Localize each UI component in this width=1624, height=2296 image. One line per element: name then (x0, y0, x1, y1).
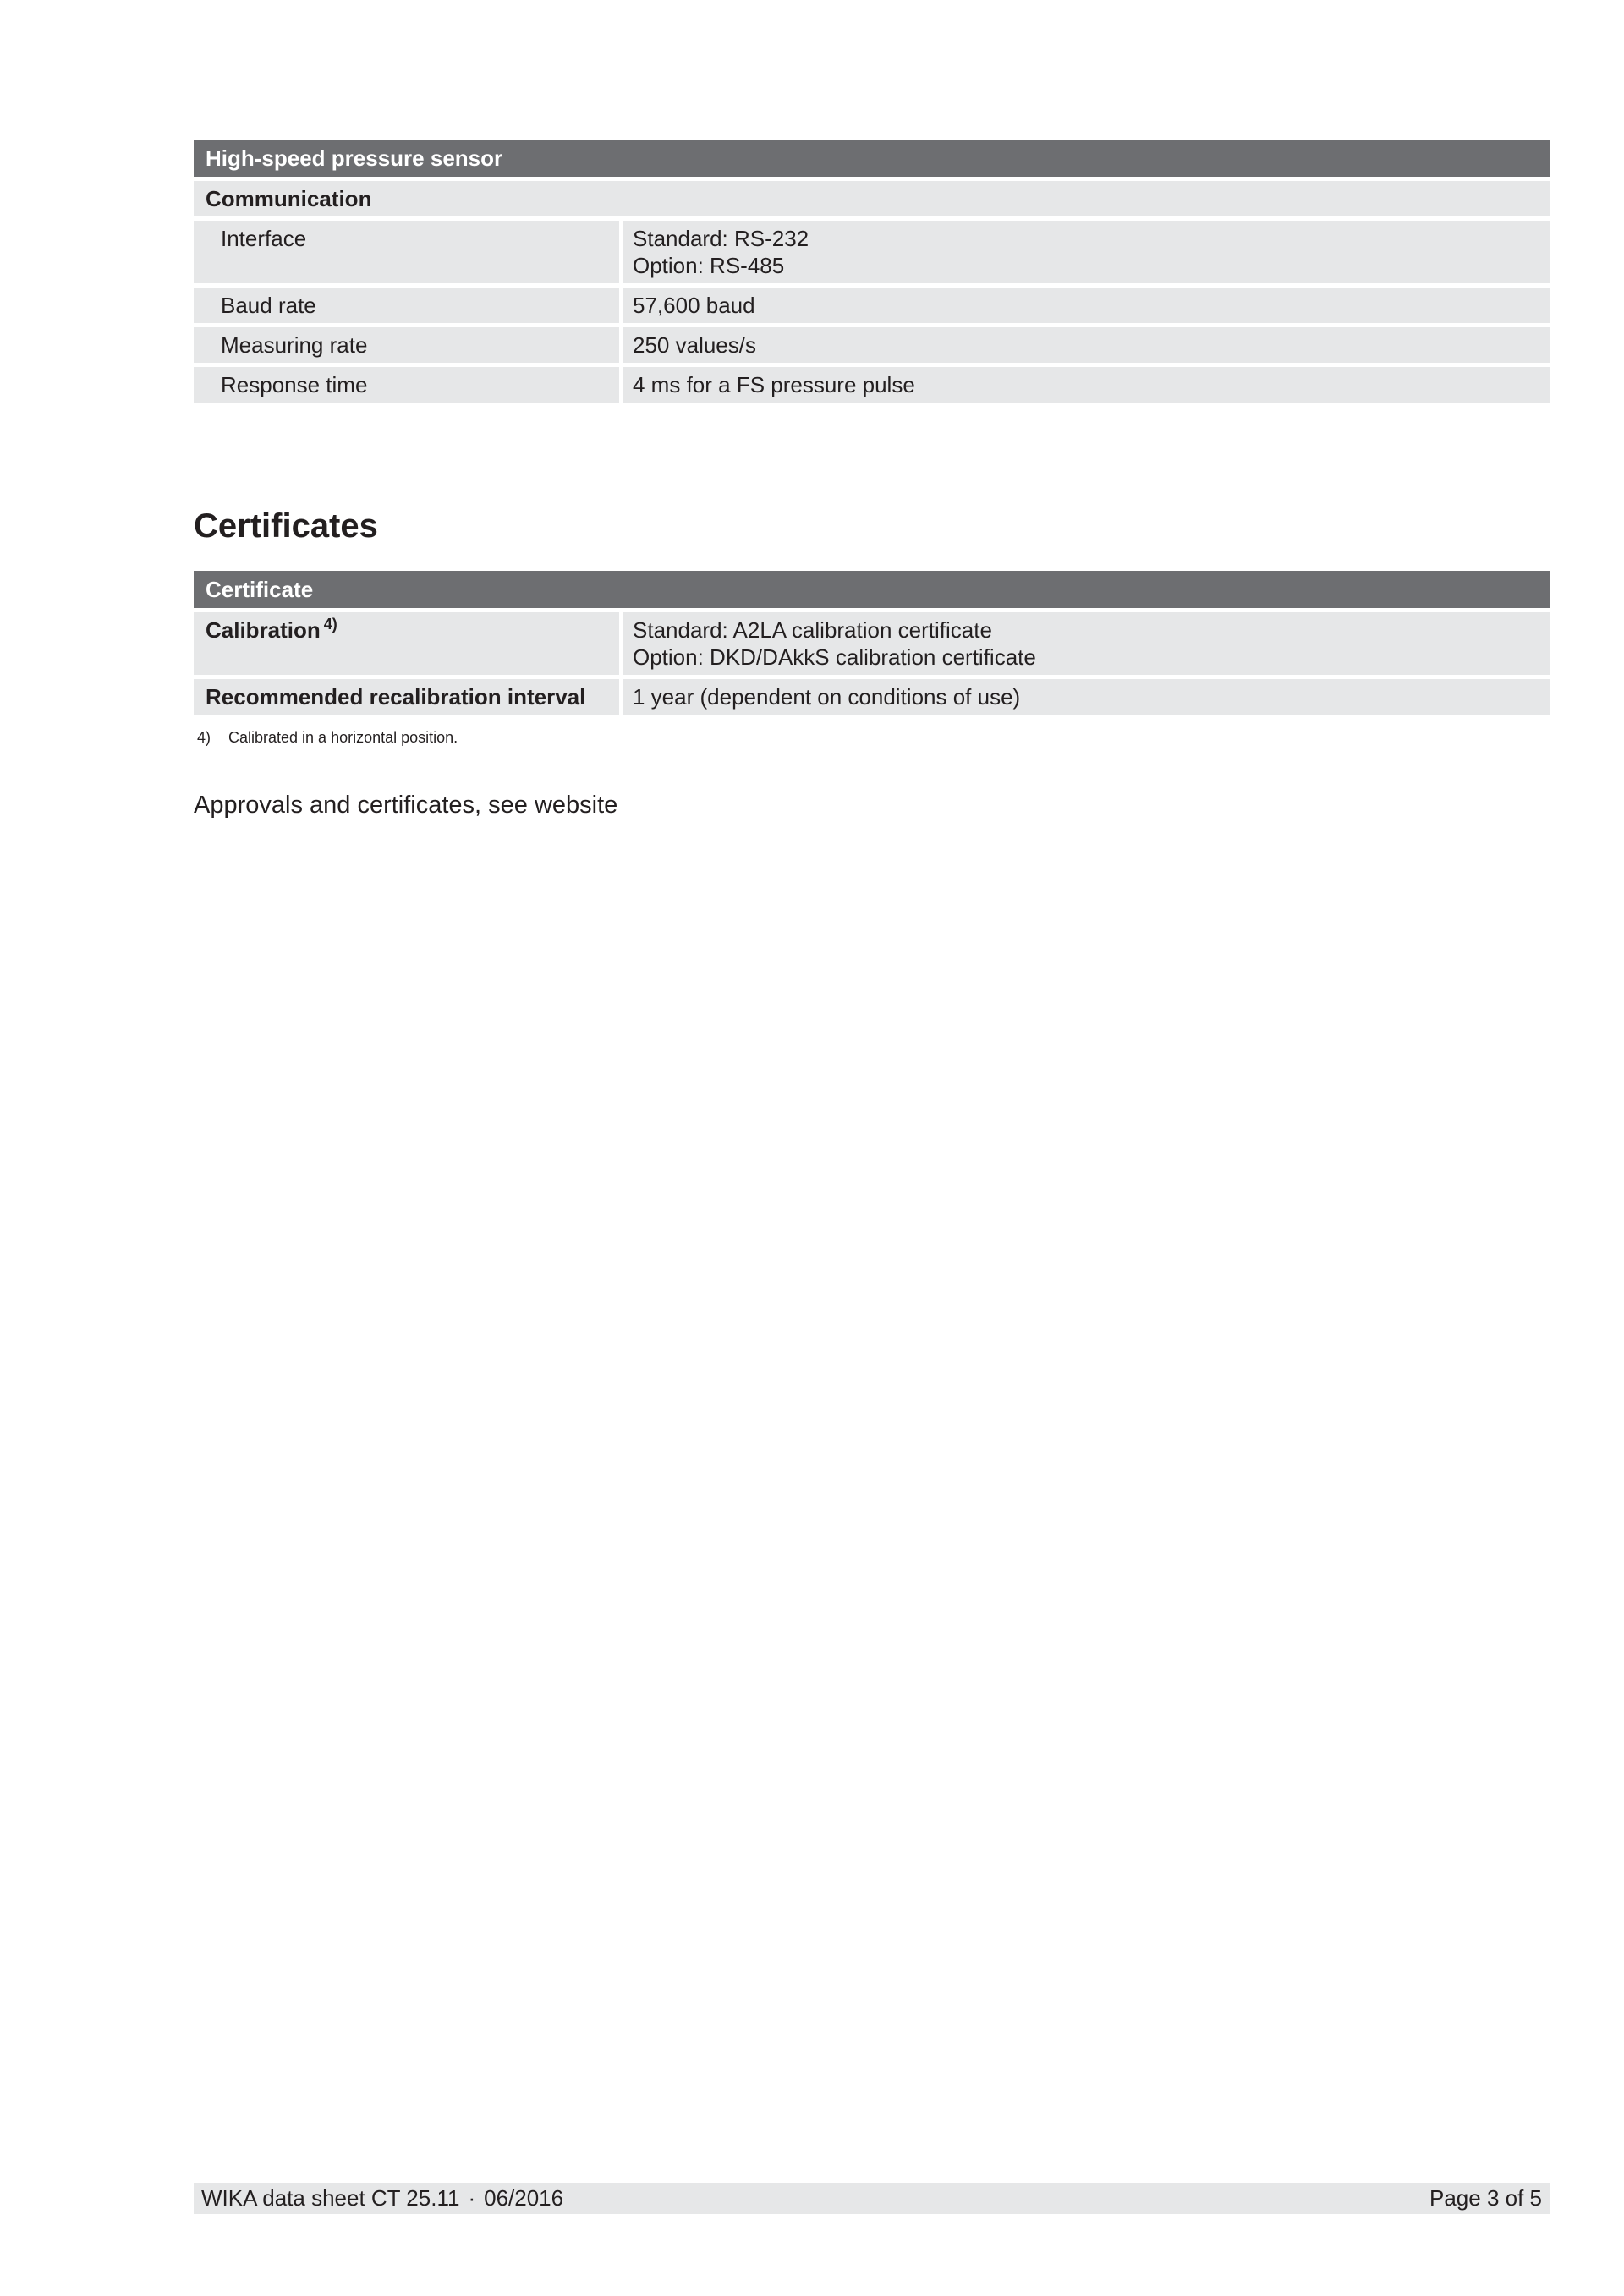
footnote-text: Calibrated in a horizontal position. (228, 729, 458, 746)
footnote-ref: 4) (323, 616, 337, 633)
certificate-table (194, 567, 1550, 719)
value-line: Option: DKD/DAkkS calibration certificate (633, 644, 1036, 670)
row-label-response-time: Response time (194, 367, 619, 403)
calibration-label: Calibration (206, 617, 321, 643)
value-line: 57,600 baud (633, 293, 755, 318)
section-row (194, 181, 1550, 216)
value-line: Option: RS-485 (633, 253, 785, 278)
sensor-spec-table (194, 135, 1550, 407)
table-title: Certificate (194, 571, 1550, 608)
row-value-measuring-rate (619, 327, 1550, 363)
row-label-baud-rate: Baud rate (194, 288, 619, 323)
table-row (194, 612, 1550, 675)
table-row (194, 221, 1550, 283)
approvals-text: Approvals and certificates, see website (194, 792, 618, 819)
table-header-row (194, 571, 1550, 608)
row-value-interface (619, 221, 1550, 283)
row-label-measuring-rate: Measuring rate (194, 327, 619, 363)
footer-doc-name: WIKA data sheet CT 25.11 (201, 2185, 460, 2211)
page-number: Page 3 of 5 (1429, 2185, 1542, 2211)
value-line: Standard: RS-232 (633, 226, 809, 251)
footer-doc-info (201, 2183, 563, 2214)
table-row (194, 327, 1550, 363)
table-title: High-speed pressure sensor (194, 140, 1550, 177)
table-row (194, 367, 1550, 403)
row-label-calibration (194, 612, 619, 675)
row-label-recalibration: Recommended recalibration interval (194, 679, 619, 715)
row-label-interface: Interface (194, 221, 619, 283)
row-value-baud-rate (619, 288, 1550, 323)
sensor-spec-block (194, 135, 1550, 407)
footnote-number: 4) (197, 729, 211, 746)
row-value-response-time (619, 367, 1550, 403)
page-footer (194, 2183, 1550, 2214)
value-line: Standard: A2LA calibration certificate (633, 617, 992, 643)
certificate-block (194, 567, 1550, 719)
table-header-row (194, 140, 1550, 177)
value-line: 250 values/s (633, 332, 756, 358)
certificates-heading: Certificates (194, 507, 378, 545)
footer-date: 06/2016 (484, 2185, 564, 2211)
footer-separator: · (468, 2185, 476, 2211)
row-value-calibration (619, 612, 1550, 675)
value-line: 1 year (dependent on conditions of use) (633, 684, 1021, 710)
footnote (197, 728, 458, 747)
table-row (194, 679, 1550, 715)
value-line: 4 ms for a FS pressure pulse (633, 372, 915, 397)
section-title: Communication (194, 181, 1550, 216)
row-value-recalibration (619, 679, 1550, 715)
table-row (194, 288, 1550, 323)
